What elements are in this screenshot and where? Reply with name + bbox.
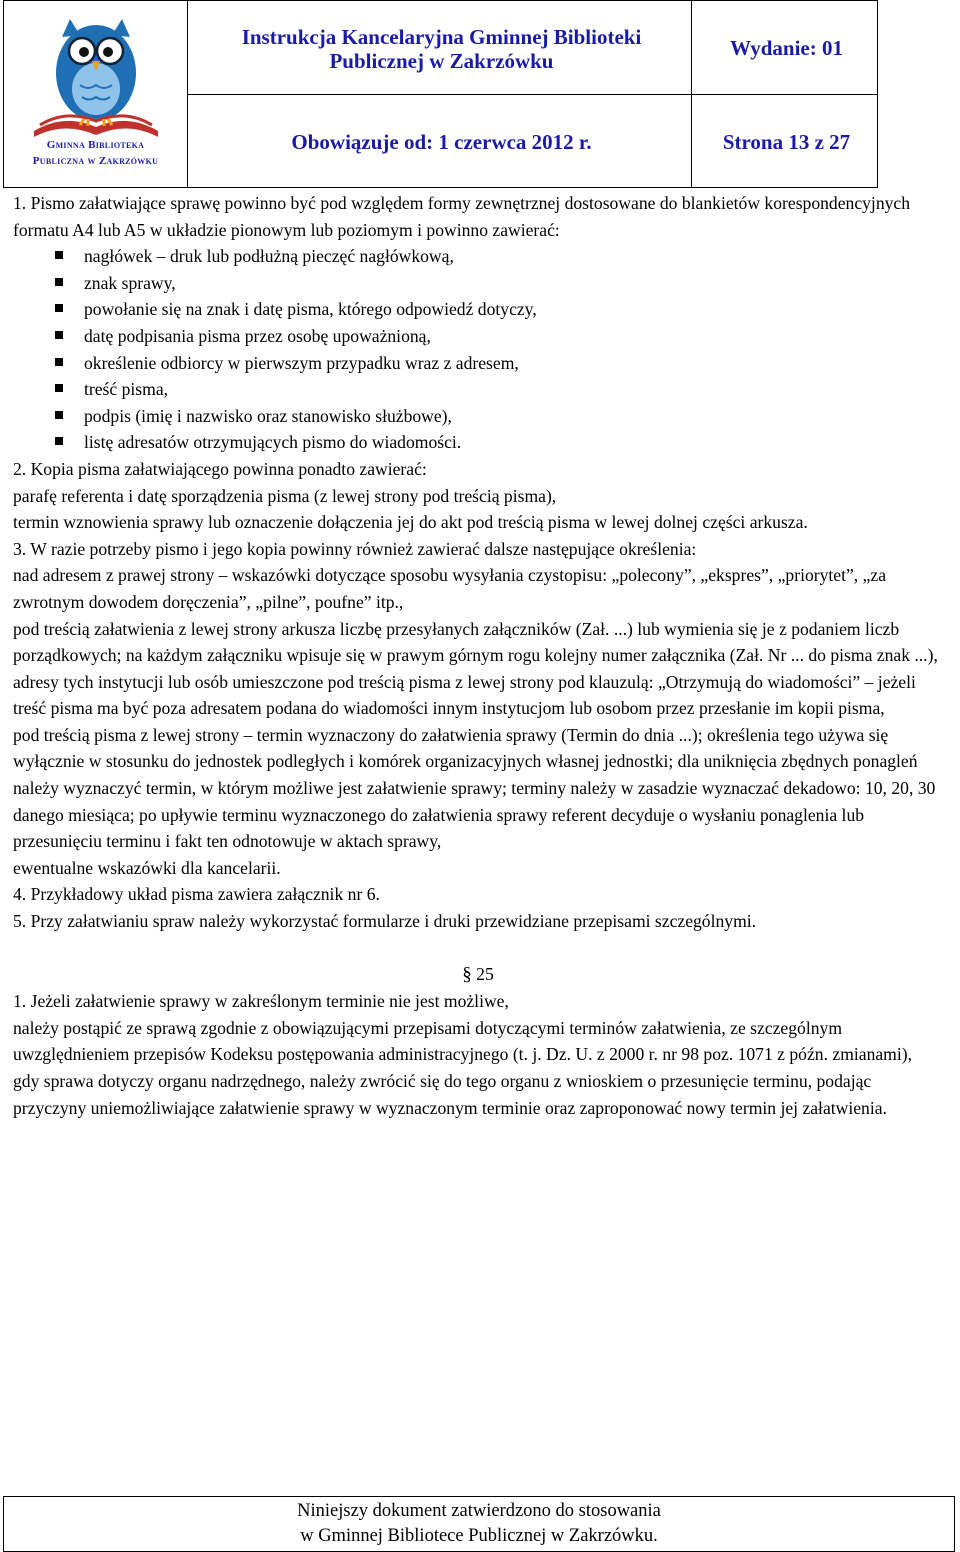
list-item: listę adresatów otrzymujących pismo do wiadomości. — [13, 429, 943, 456]
footer-line1: Niniejszy dokument zatwierdzono do stosowania — [297, 1501, 661, 1521]
square-bullet-icon — [55, 358, 63, 366]
list-item: datę podpisania pisma przez osobę upoważnioną, — [13, 323, 943, 350]
square-bullet-icon — [55, 304, 63, 312]
logo-caption-line1: Gminna Biblioteka — [46, 139, 145, 151]
footer-line2: w Gminnej Bibliotece Publicznej w Zakrzówku. — [300, 1526, 658, 1546]
list-item: treść pisma, — [13, 376, 943, 403]
logo-caption-line2: Publiczna w Zakrzówku — [32, 155, 159, 167]
square-bullet-icon — [55, 331, 63, 339]
list-item: nagłówek – druk lub podłużną pieczęć nagłówkową, — [13, 243, 943, 270]
section-2-line: parafę referenta i datę sporządzenia pisma (z lewej strony pod treścią pisma), — [13, 485, 557, 506]
section-3-line: pod treścią załatwienia z lewej strony arkusza liczbę przesyłanych załączników (Zał. ...) lub wymienia się je z podaniem liczb porządkowych; na każdym załączniku wpisuje się w prawym górnym rogu kolejny numer załącznika (Zał. Nr ... do pisma znak ...), — [13, 618, 938, 666]
paragraph-heading — [13, 935, 943, 989]
paragraph-number: 25 — [476, 963, 494, 984]
section-2-line: termin wznowienia sprawy lub oznaczenie dołączenia jej do akt pod treścią pisma w lewej dolnej części arkusza. — [13, 512, 808, 533]
paragraph-25-line: 1. Jeżeli załatwienie sprawy w zakreślonym terminie nie jest możliwe, — [13, 991, 509, 1012]
list-item: podpis (imię i nazwisko oraz stanowisko służbowe), — [13, 403, 943, 430]
square-bullet-icon — [55, 278, 63, 286]
section-3-line: ewentualne wskazówki dla kancelarii. — [13, 857, 281, 878]
list-item: powołanie się na znak i datę pisma, którego odpowiedź dotyczy, — [13, 296, 943, 323]
document-body — [13, 190, 943, 1121]
section-4: 4. Przykładowy układ pisma zawiera załącznik nr 6. — [13, 884, 380, 905]
list-item: określenie odbiorcy w pierwszym przypadku wraz z adresem, — [13, 350, 943, 377]
square-bullet-icon — [55, 437, 63, 445]
list-item: znak sprawy, — [13, 270, 943, 297]
owl-on-book-logo-icon — [4, 1, 187, 151]
section-1-intro: 1. Pismo załatwiające sprawę powinno być pod względem formy zewnętrznej dostosowane do blankietów korespondencyjnych formatu A4 lub A5 w układzie pionowym lub poziomym i powinno zawierać: — [13, 193, 911, 240]
document-title — [190, 1, 693, 96]
section-3-line: adresy tych instytucji lub osób umieszczone pod treścią pisma z lewej strony pod klauzulą: „Otrzymują do wiadomości” – jeżeli treść pisma ma być poza adresatem podana do wiadomości innym instytucjom lub osobom przez przesłanie im kopii pisma, — [13, 671, 916, 719]
square-bullet-icon — [55, 251, 63, 259]
document-title-line2: Publicznej w Zakrzówku — [329, 48, 554, 73]
document-title-line1: Instrukcja Kancelaryjna Gminnej Biblioteki — [241, 24, 642, 49]
section-5: 5. Przy załatwianiu spraw należy wykorzystać formularze i druki przewidziane przepisami szczególnymi. — [13, 911, 757, 932]
library-logo — [4, 1, 187, 186]
paragraph-25-line: gdy sprawa dotyczy organu nadrzędnego, należy zwrócić się do tego organu z wnioskiem o przesunięcie terminu, podając przyczyny uniemożliwiające załatwienie sprawy w wyznaczonym terminie oraz zaproponować nowy termin jej załatwienia. — [13, 1071, 887, 1118]
document-footer — [3, 1496, 955, 1552]
section-3-intro: 3. W razie potrzeby pismo i jego kopia powinny również zawierać dalsze następujące określenia: — [13, 538, 697, 559]
document-header — [3, 0, 878, 188]
paragraph-25-line: należy postąpić ze sprawą zgodnie z obowiązującymi przepisami dotyczącymi terminów załatwienia, ze szczególnym uwzględnieniem przepisów Kodeksu postępowania administracyjnego (t. j. Dz. U. z 2000 r. nr 98 poz. 1071 z późn. zmianami), — [13, 1017, 913, 1065]
section-sign: § — [462, 963, 472, 985]
section-1-list — [13, 243, 943, 456]
square-bullet-icon — [55, 384, 63, 392]
square-bullet-icon — [55, 411, 63, 419]
section-3-line: nad adresem z prawej strony – wskazówki dotyczące sposobu wysyłania czystopisu: „polecony”, „ekspres”, „priorytet”, „za zwrotnym dowodem doręczenia”, „pilne”, poufne” itp., — [13, 565, 887, 612]
valid-from-label: Obowiązuje od: 1 czerwca 2012 r. — [291, 129, 592, 154]
page-number-label: Strona 13 z 27 — [722, 129, 851, 154]
section-3-line: pod treścią pisma z lewej strony – termin wyznaczony do załatwienia sprawy (Termin do dnia ...); określenia tego używa się wyłącznie w stosunku do jednostek podległych i komórek organizacyjnych własnej jednostki; dla uniknięcia zbędnych ponagleń należy wyznaczyć termin, w którym możliwe jest załatwienie sprawy; terminy należy w zasadzie wyznaczać dekadowo: 10, 20, 30 danego miesiąca; po upływie terminu wyznaczonego do załatwienia sprawy referent decyduje o wysłaniu ponaglenia lub przesunięciu terminu i fakt ten odnotowuje w aktach sprawy, — [13, 724, 936, 852]
section-2-intro: 2. Kopia pisma załatwiającego powinna ponadto zawierać: — [13, 458, 427, 479]
edition-label: Wydanie: 01 — [730, 36, 843, 60]
